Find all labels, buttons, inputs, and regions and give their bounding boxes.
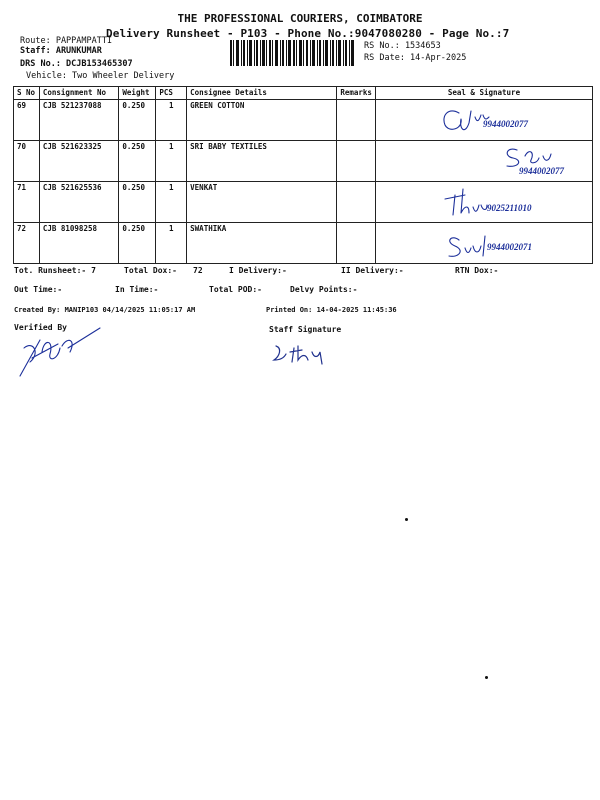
barcode [230, 40, 355, 66]
col-pcs: PCS [156, 87, 187, 100]
cell-sno: 71 [14, 182, 40, 223]
cell-sno: 70 [14, 141, 40, 182]
handwritten-phone: 9944002077 [518, 166, 564, 176]
col-sno: S No [14, 87, 40, 100]
col-consignment: Consignment No [39, 87, 119, 100]
cell-remarks [337, 182, 376, 223]
cell-consignment: CJB 81098258 [39, 223, 119, 264]
handwritten-phone: 9944002071 [486, 242, 532, 252]
in-time: In Time:- [115, 285, 159, 294]
col-weight: Weight [119, 87, 156, 100]
created-by: Created By: MANIP103 04/14/2025 11:05:17 AM [14, 306, 196, 314]
rs-no-label: RS No.: 1534653 [364, 41, 441, 51]
cell-consignee: SWATHIKA [187, 223, 337, 264]
ii-delivery: II Delivery:- [341, 266, 404, 275]
drs-label: DRS No.: DCJB153465307 [20, 59, 133, 69]
cell-signature [375, 182, 592, 223]
verified-by-label: Verified By [14, 323, 67, 332]
table-row [14, 100, 593, 141]
cell-remarks [337, 100, 376, 141]
signature-mark [379, 224, 589, 260]
cell-pcs: 1 [156, 100, 187, 141]
cell-consignment: CJB 521625536 [39, 182, 119, 223]
table-row [14, 182, 593, 223]
table-header-row [14, 87, 593, 100]
cell-weight: 0.250 [119, 100, 156, 141]
cell-sno: 69 [14, 100, 40, 141]
i-delivery: I Delivery:- [229, 266, 287, 275]
rs-date-label: RS Date: 14-Apr-2025 [364, 53, 467, 63]
handwritten-phone: 9025211010 [486, 203, 532, 213]
total-dox-value: 72 [193, 266, 203, 275]
col-consignee: Consignee Details [187, 87, 337, 100]
runsheet-subtitle: Delivery Runsheet - P103 - Phone No.:9047080280 - Page No.:7 [106, 27, 510, 40]
total-dox-label: Total Dox:- [124, 266, 177, 275]
delvy-points: Delvy Points:- [290, 285, 358, 294]
vehicle-label: Vehicle: Two Wheeler Delivery [26, 71, 175, 81]
rtn-dox: RTN Dox:- [455, 266, 499, 275]
staff-signature-label: Staff Signature [269, 325, 342, 334]
tot-runsheet: Tot. Runsheet:- 7 [14, 266, 96, 275]
verifier-signature [10, 318, 120, 380]
col-remarks: Remarks [337, 87, 376, 100]
cell-pcs: 1 [156, 223, 187, 264]
cell-weight: 0.250 [119, 223, 156, 264]
cell-signature [375, 141, 592, 182]
cell-weight: 0.250 [119, 141, 156, 182]
cell-signature [375, 100, 592, 141]
staff-signature-mark [268, 340, 348, 366]
cell-consignee: SRI BABY TEXTILES [187, 141, 337, 182]
total-pod: Total POD:- [209, 285, 262, 294]
company-title: THE PROFESSIONAL COURIERS, COIMBATORE [177, 12, 423, 25]
route-label: Route: PAPPAMPATTI [20, 36, 113, 46]
cell-pcs: 1 [156, 141, 187, 182]
col-signature: Seal & Signature [375, 87, 592, 100]
scan-speck [485, 676, 488, 679]
handwritten-phone: 9944002077 [482, 119, 528, 129]
table-row [14, 141, 593, 182]
cell-remarks [337, 223, 376, 264]
cell-consignee: VENKAT [187, 182, 337, 223]
printed-on: Printed On: 14-04-2025 11:45:36 [266, 306, 397, 314]
signature-mark [379, 142, 589, 178]
staff-label: Staff: ARUNKUMAR [20, 46, 102, 56]
out-time: Out Time:- [14, 285, 63, 294]
cell-consignment: CJB 521237088 [39, 100, 119, 141]
table-row [14, 223, 593, 264]
cell-consignment: CJB 521623325 [39, 141, 119, 182]
signature-mark [379, 101, 589, 137]
cell-signature [375, 223, 592, 264]
cell-remarks [337, 141, 376, 182]
scan-speck [405, 518, 408, 521]
cell-consignee: GREEN COTTON [187, 100, 337, 141]
cell-sno: 72 [14, 223, 40, 264]
signature-mark [379, 183, 589, 219]
runsheet-table [13, 86, 593, 264]
cell-pcs: 1 [156, 182, 187, 223]
cell-weight: 0.250 [119, 182, 156, 223]
